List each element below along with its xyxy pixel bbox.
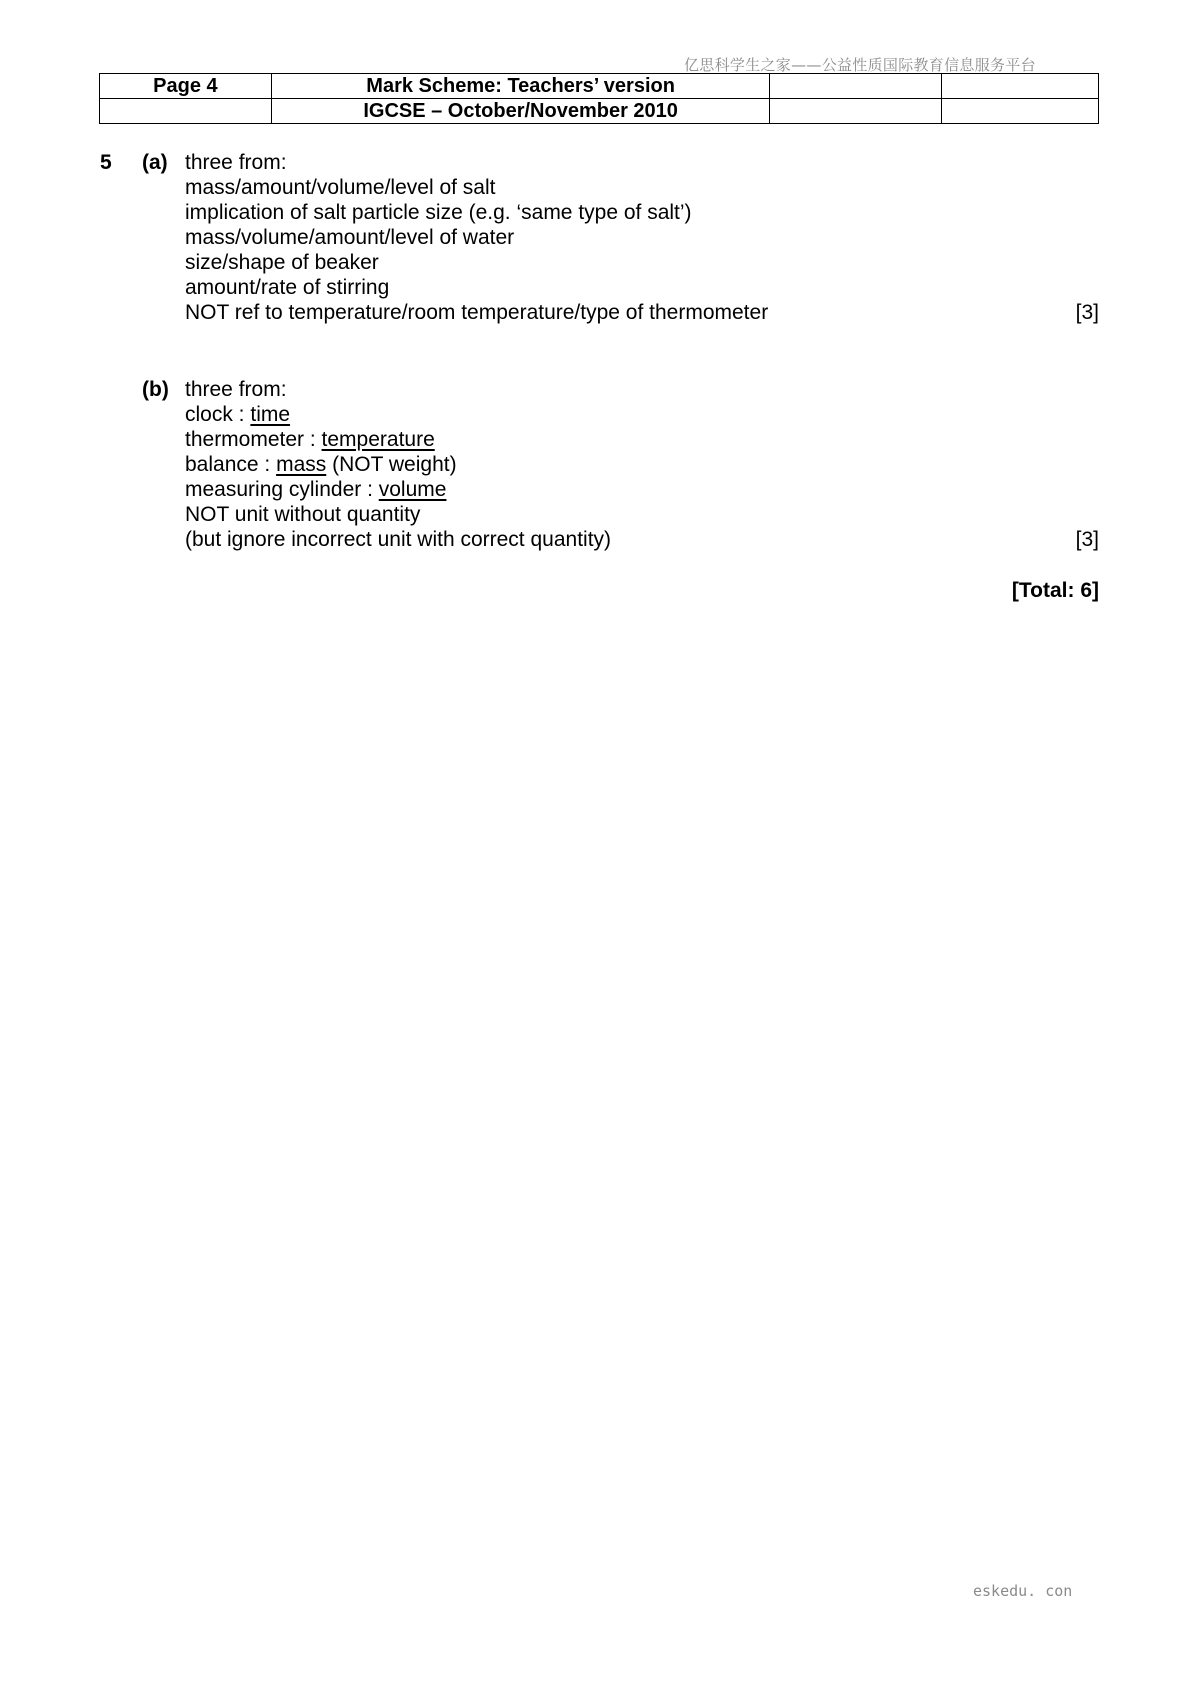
part-b-intro: three from:: [185, 378, 287, 401]
instrument-name: measuring cylinder :: [185, 478, 379, 501]
header-table: [99, 73, 1099, 124]
quantity-name: temperature: [321, 428, 435, 451]
part-a-item: size/shape of beaker: [185, 251, 379, 274]
part-a-item: mass/amount/volume/level of salt: [185, 176, 496, 199]
part-b-pair: [185, 403, 290, 427]
part-b-pair: [185, 428, 435, 452]
quantity-name: time: [250, 403, 291, 426]
part-a-item: amount/rate of stirring: [185, 276, 390, 299]
instrument-name: thermometer :: [185, 428, 322, 451]
part-b-note: NOT unit without quantity: [185, 503, 421, 526]
part-b-marks: [3]: [1075, 528, 1099, 551]
part-a-item: NOT ref to temperature/room temperature/type of thermometer: [185, 301, 769, 324]
part-b-note: (but ignore incorrect unit with correct quantity): [185, 528, 612, 551]
question-number: 5: [100, 151, 112, 174]
header-empty-cell: [770, 74, 942, 99]
header-empty-cell: [942, 99, 1099, 124]
instrument-name: clock :: [185, 403, 251, 426]
watermark-bottom: eskedu. con: [973, 1582, 1073, 1600]
exam-session: IGCSE – October/November 2010: [271, 99, 770, 124]
part-a-intro: three from:: [185, 151, 287, 174]
watermark-top: 亿思科学生之家——公益性质国际教育信息服务平台: [684, 56, 1036, 74]
part-b-label: (b): [142, 378, 169, 401]
instrument-name: balance :: [185, 453, 277, 476]
part-b-pair: [185, 453, 457, 477]
header-row-1: [100, 74, 1099, 99]
header-empty-cell: [942, 74, 1099, 99]
part-a-label: (a): [142, 151, 168, 174]
part-a-item: mass/volume/amount/level of water: [185, 226, 515, 249]
quantity-name: volume: [378, 478, 447, 501]
page-number: Page 4: [100, 74, 272, 99]
pair-note: (NOT weight): [326, 453, 457, 476]
part-a-item: implication of salt particle size (e.g. ‘same type of salt’): [185, 201, 692, 224]
quantity-name: mass: [276, 453, 327, 476]
header-empty-cell: [770, 99, 942, 124]
header-row-2: [100, 99, 1099, 124]
part-b-pair: [185, 478, 446, 502]
part-a-marks: [3]: [1075, 301, 1099, 324]
document-title: Mark Scheme: Teachers’ version: [271, 74, 770, 99]
header-empty-cell: [100, 99, 272, 124]
total-marks: [Total: 6]: [1011, 579, 1099, 602]
